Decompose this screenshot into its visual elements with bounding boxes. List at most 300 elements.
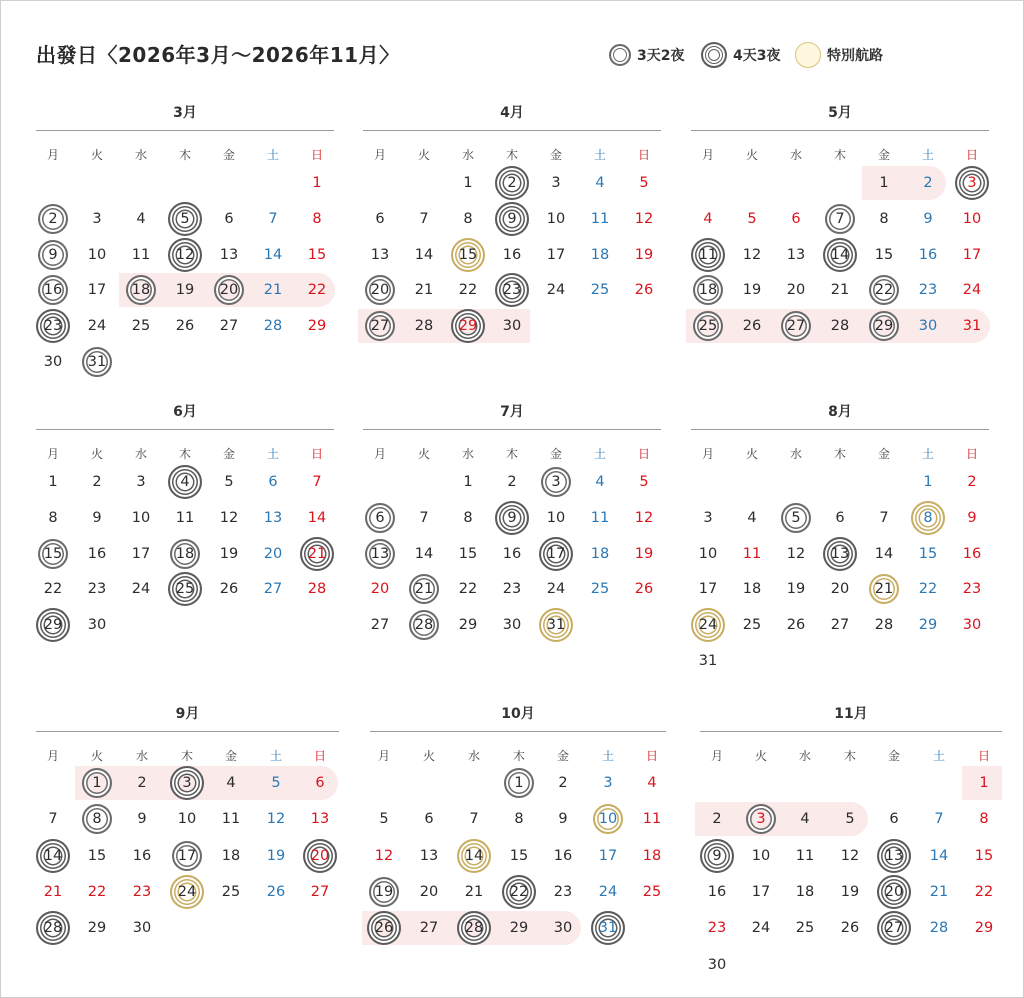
month-title: 7月 bbox=[500, 404, 524, 420]
day-cell[interactable] bbox=[38, 913, 68, 943]
day-cell bbox=[82, 503, 112, 533]
day-number: 12 bbox=[786, 545, 806, 562]
day-number: 29 bbox=[87, 920, 107, 937]
day-cell bbox=[702, 877, 732, 907]
day-cell bbox=[737, 240, 767, 270]
day-cell[interactable] bbox=[746, 804, 776, 834]
day-number: 10 bbox=[546, 210, 566, 227]
day-number: 21 bbox=[263, 282, 283, 299]
day-cell[interactable] bbox=[170, 539, 200, 569]
day-number: 26 bbox=[840, 920, 860, 937]
day-cell[interactable] bbox=[541, 610, 571, 640]
day-cell bbox=[302, 204, 332, 234]
day-cell[interactable] bbox=[38, 275, 68, 305]
day-cell bbox=[409, 503, 439, 533]
day-cell bbox=[127, 841, 157, 871]
day-cell[interactable] bbox=[504, 768, 534, 798]
day-cell bbox=[746, 877, 776, 907]
day-number: 8 bbox=[463, 509, 473, 526]
day-cell[interactable] bbox=[869, 574, 899, 604]
day-cell[interactable] bbox=[504, 877, 534, 907]
day-cell bbox=[913, 610, 943, 640]
day-number: 31 bbox=[962, 318, 982, 335]
day-number: 30 bbox=[87, 617, 107, 634]
day-number: 27 bbox=[263, 581, 283, 598]
day-number: 14 bbox=[43, 847, 63, 864]
day-cell bbox=[585, 275, 615, 305]
day-number: 21 bbox=[414, 282, 434, 299]
day-number: 3 bbox=[551, 175, 561, 191]
day-cell[interactable] bbox=[453, 311, 483, 341]
day-cell[interactable] bbox=[497, 168, 527, 198]
day-number: 13 bbox=[219, 246, 239, 263]
day-cell[interactable] bbox=[879, 913, 909, 943]
day-number: 26 bbox=[742, 318, 762, 335]
weekday-header: 月 bbox=[373, 148, 386, 162]
day-cell bbox=[214, 503, 244, 533]
day-cell bbox=[127, 877, 157, 907]
day-cell bbox=[214, 539, 244, 569]
day-cell bbox=[585, 204, 615, 234]
day-cell bbox=[127, 804, 157, 834]
day-cell[interactable] bbox=[38, 539, 68, 569]
day-cell[interactable] bbox=[593, 804, 623, 834]
day-cell bbox=[835, 913, 865, 943]
day-number: 11 bbox=[175, 509, 195, 526]
day-number: 30 bbox=[962, 617, 982, 634]
day-number: 15 bbox=[458, 246, 478, 263]
month-divider bbox=[691, 429, 989, 430]
day-cell bbox=[869, 204, 899, 234]
day-number: 16 bbox=[918, 246, 938, 263]
day-number: 20 bbox=[370, 581, 390, 598]
day-number: 3 bbox=[967, 175, 977, 191]
day-number: 22 bbox=[458, 282, 478, 299]
day-cell bbox=[216, 804, 246, 834]
day-cell[interactable] bbox=[82, 804, 112, 834]
day-cell bbox=[172, 804, 202, 834]
day-number: 7 bbox=[312, 474, 322, 490]
month-title: 11月 bbox=[834, 706, 868, 722]
day-number: 30 bbox=[502, 318, 522, 335]
day-cell bbox=[38, 503, 68, 533]
day-cell[interactable] bbox=[38, 610, 68, 640]
day-cell bbox=[585, 539, 615, 569]
weekday-header: 金 bbox=[222, 447, 235, 461]
day-number: 10 bbox=[546, 509, 566, 526]
day-cell bbox=[969, 804, 999, 834]
day-number: 24 bbox=[598, 883, 618, 900]
day-number: 30 bbox=[918, 318, 938, 335]
day-cell bbox=[504, 804, 534, 834]
day-number: 27 bbox=[370, 318, 390, 335]
day-number: 16 bbox=[132, 847, 152, 864]
day-number: 20 bbox=[310, 847, 330, 864]
day-number: 2 bbox=[92, 474, 102, 490]
day-number: 7 bbox=[268, 210, 278, 227]
weekday-header: 火 bbox=[745, 148, 758, 162]
day-number: 28 bbox=[830, 318, 850, 335]
day-cell bbox=[585, 503, 615, 533]
day-cell bbox=[216, 841, 246, 871]
month-title: 9月 bbox=[175, 706, 200, 722]
day-number: 28 bbox=[414, 318, 434, 335]
gold-circle-icon bbox=[795, 42, 821, 68]
day-cell bbox=[957, 275, 987, 305]
legend-label: 3天2夜 bbox=[637, 48, 685, 64]
day-number: 25 bbox=[221, 883, 241, 900]
day-cell bbox=[790, 877, 820, 907]
day-number: 29 bbox=[43, 617, 63, 634]
day-number: 10 bbox=[751, 847, 771, 864]
day-cell bbox=[302, 275, 332, 305]
triple-ring-icon bbox=[701, 42, 727, 68]
day-number: 12 bbox=[266, 811, 286, 828]
day-number: 26 bbox=[634, 282, 654, 299]
day-cell[interactable] bbox=[825, 240, 855, 270]
day-cell bbox=[693, 503, 723, 533]
month-9 bbox=[36, 703, 339, 993]
day-cell[interactable] bbox=[365, 275, 395, 305]
day-number: 23 bbox=[707, 920, 727, 937]
day-number: 7 bbox=[879, 509, 889, 526]
day-number: 13 bbox=[884, 847, 904, 864]
day-cell bbox=[214, 311, 244, 341]
day-number: 30 bbox=[132, 920, 152, 937]
day-cell bbox=[82, 877, 112, 907]
day-cell bbox=[216, 768, 246, 798]
day-number: 19 bbox=[266, 847, 286, 864]
day-cell bbox=[82, 610, 112, 640]
weekday-header: 水 bbox=[461, 447, 474, 461]
day-number: 17 bbox=[962, 246, 982, 263]
day-cell bbox=[365, 240, 395, 270]
weekday-header: 土 bbox=[932, 749, 945, 763]
day-number: 13 bbox=[370, 545, 390, 562]
weekday-header: 月 bbox=[373, 447, 386, 461]
day-cell bbox=[869, 168, 899, 198]
day-number: 14 bbox=[414, 246, 434, 263]
day-cell bbox=[409, 311, 439, 341]
weekday-header: 月 bbox=[46, 148, 59, 162]
day-cell bbox=[913, 204, 943, 234]
day-cell[interactable] bbox=[38, 841, 68, 871]
day-cell[interactable] bbox=[781, 503, 811, 533]
day-number: 8 bbox=[979, 811, 989, 828]
day-cell[interactable] bbox=[82, 347, 112, 377]
day-cell[interactable] bbox=[693, 610, 723, 640]
day-cell bbox=[924, 841, 954, 871]
day-cell bbox=[409, 275, 439, 305]
day-number: 2 bbox=[507, 175, 517, 191]
weekday-header: 月 bbox=[701, 447, 714, 461]
day-number: 30 bbox=[502, 617, 522, 634]
day-cell bbox=[453, 503, 483, 533]
day-number: 10 bbox=[87, 246, 107, 263]
day-cell[interactable] bbox=[170, 204, 200, 234]
day-cell bbox=[702, 913, 732, 943]
day-cell[interactable] bbox=[869, 275, 899, 305]
day-cell bbox=[170, 275, 200, 305]
day-cell[interactable] bbox=[781, 311, 811, 341]
day-number: 23 bbox=[553, 883, 573, 900]
weekday-header: 日 bbox=[310, 148, 323, 162]
day-cell bbox=[126, 503, 156, 533]
day-number: 23 bbox=[502, 581, 522, 598]
day-number: 31 bbox=[598, 920, 618, 937]
weekday-header: 金 bbox=[556, 749, 569, 763]
day-cell[interactable] bbox=[957, 168, 987, 198]
day-number: 23 bbox=[132, 883, 152, 900]
day-cell bbox=[969, 877, 999, 907]
day-cell bbox=[825, 503, 855, 533]
day-cell[interactable] bbox=[38, 240, 68, 270]
day-cell[interactable] bbox=[497, 275, 527, 305]
month-divider bbox=[363, 130, 661, 131]
weekday-header: 金 bbox=[224, 749, 237, 763]
day-cell bbox=[302, 311, 332, 341]
day-cell[interactable] bbox=[126, 275, 156, 305]
day-number: 20 bbox=[263, 545, 283, 562]
day-cell bbox=[969, 913, 999, 943]
weekday-header: 木 bbox=[180, 749, 193, 763]
day-cell[interactable] bbox=[82, 768, 112, 798]
day-cell bbox=[593, 768, 623, 798]
day-cell[interactable] bbox=[409, 574, 439, 604]
day-cell bbox=[214, 240, 244, 270]
day-number: 13 bbox=[419, 847, 439, 864]
day-number: 10 bbox=[962, 210, 982, 227]
day-cell bbox=[258, 467, 288, 497]
day-cell[interactable] bbox=[38, 311, 68, 341]
day-number: 1 bbox=[879, 175, 889, 191]
day-cell[interactable] bbox=[702, 841, 732, 871]
day-number: 12 bbox=[219, 509, 239, 526]
day-cell bbox=[924, 913, 954, 943]
day-cell[interactable] bbox=[693, 311, 723, 341]
day-cell bbox=[453, 204, 483, 234]
day-number: 1 bbox=[92, 775, 102, 791]
day-cell bbox=[548, 913, 578, 943]
day-number: 2 bbox=[967, 474, 977, 490]
day-cell bbox=[258, 240, 288, 270]
weekday-header: 金 bbox=[222, 148, 235, 162]
day-number: 12 bbox=[634, 509, 654, 526]
day-number: 27 bbox=[370, 617, 390, 634]
day-number: 28 bbox=[307, 581, 327, 598]
day-number: 4 bbox=[747, 509, 757, 526]
day-cell bbox=[957, 574, 987, 604]
day-number: 26 bbox=[175, 318, 195, 335]
day-cell[interactable] bbox=[693, 240, 723, 270]
day-number: 19 bbox=[742, 282, 762, 299]
weekday-header: 土 bbox=[266, 148, 279, 162]
day-number: 5 bbox=[224, 474, 234, 490]
weekday-header: 火 bbox=[90, 447, 103, 461]
day-cell[interactable] bbox=[170, 467, 200, 497]
day-cell bbox=[737, 311, 767, 341]
month-divider bbox=[700, 731, 1002, 732]
day-number: 12 bbox=[742, 246, 762, 263]
weekday-header: 日 bbox=[313, 749, 326, 763]
day-cell bbox=[261, 804, 291, 834]
day-cell[interactable] bbox=[369, 913, 399, 943]
day-number: 6 bbox=[375, 210, 385, 227]
day-cell[interactable] bbox=[825, 539, 855, 569]
day-cell[interactable] bbox=[879, 841, 909, 871]
weekday-header: 水 bbox=[135, 749, 148, 763]
day-cell[interactable] bbox=[541, 539, 571, 569]
weekday-header: 土 bbox=[269, 749, 282, 763]
day-number: 14 bbox=[307, 509, 327, 526]
day-number: 17 bbox=[751, 883, 771, 900]
day-number: 28 bbox=[464, 920, 484, 937]
day-cell[interactable] bbox=[172, 841, 202, 871]
day-cell[interactable] bbox=[913, 503, 943, 533]
weekday-header: 木 bbox=[178, 447, 191, 461]
day-number: 4 bbox=[595, 474, 605, 490]
day-cell[interactable] bbox=[869, 311, 899, 341]
day-number: 5 bbox=[747, 210, 757, 227]
day-number: 14 bbox=[263, 246, 283, 263]
day-cell bbox=[261, 841, 291, 871]
day-number: 2 bbox=[923, 175, 933, 191]
day-cell[interactable] bbox=[497, 503, 527, 533]
day-number: 17 bbox=[87, 282, 107, 299]
day-number: 21 bbox=[874, 581, 894, 598]
day-cell bbox=[453, 467, 483, 497]
day-number: 25 bbox=[742, 617, 762, 634]
day-cell bbox=[637, 768, 667, 798]
month-title: 10月 bbox=[501, 706, 535, 722]
day-cell bbox=[414, 841, 444, 871]
weekday-header: 月 bbox=[710, 749, 723, 763]
day-number: 20 bbox=[884, 883, 904, 900]
day-number: 27 bbox=[219, 318, 239, 335]
day-cell[interactable] bbox=[459, 841, 489, 871]
day-cell[interactable] bbox=[305, 841, 335, 871]
day-cell[interactable] bbox=[825, 204, 855, 234]
day-cell bbox=[305, 768, 335, 798]
day-cell bbox=[82, 204, 112, 234]
month-divider bbox=[36, 130, 334, 131]
day-cell bbox=[913, 275, 943, 305]
day-cell bbox=[497, 610, 527, 640]
day-number: 18 bbox=[590, 545, 610, 562]
day-number: 19 bbox=[634, 246, 654, 263]
day-cell bbox=[453, 574, 483, 604]
weekday-header: 金 bbox=[877, 148, 890, 162]
day-cell bbox=[82, 574, 112, 604]
day-number: 20 bbox=[830, 581, 850, 598]
day-number: 22 bbox=[918, 581, 938, 598]
day-number: 27 bbox=[830, 617, 850, 634]
day-number: 4 bbox=[647, 775, 657, 791]
day-cell[interactable] bbox=[497, 204, 527, 234]
weekday-header: 土 bbox=[593, 148, 606, 162]
day-number: 30 bbox=[553, 920, 573, 937]
day-number: 31 bbox=[698, 653, 718, 669]
day-cell bbox=[302, 467, 332, 497]
day-cell bbox=[637, 804, 667, 834]
day-cell bbox=[82, 841, 112, 871]
day-number: 26 bbox=[266, 883, 286, 900]
weekday-header: 日 bbox=[637, 148, 650, 162]
day-cell[interactable] bbox=[170, 240, 200, 270]
day-number: 25 bbox=[175, 581, 195, 598]
month-divider bbox=[363, 429, 661, 430]
day-cell bbox=[869, 539, 899, 569]
day-number: 2 bbox=[712, 811, 722, 828]
day-cell bbox=[126, 240, 156, 270]
day-number: 4 bbox=[703, 210, 713, 227]
day-cell[interactable] bbox=[365, 539, 395, 569]
day-number: 7 bbox=[934, 811, 944, 828]
day-cell bbox=[126, 311, 156, 341]
day-number: 8 bbox=[312, 210, 322, 227]
day-cell bbox=[629, 503, 659, 533]
day-cell[interactable] bbox=[214, 275, 244, 305]
day-cell[interactable] bbox=[693, 275, 723, 305]
day-number: 17 bbox=[177, 847, 197, 864]
day-cell[interactable] bbox=[365, 311, 395, 341]
day-cell[interactable] bbox=[172, 768, 202, 798]
day-cell bbox=[825, 574, 855, 604]
day-cell[interactable] bbox=[593, 913, 623, 943]
weekday-header: 金 bbox=[549, 447, 562, 461]
day-cell[interactable] bbox=[409, 610, 439, 640]
day-cell[interactable] bbox=[459, 913, 489, 943]
day-cell[interactable] bbox=[302, 539, 332, 569]
day-cell bbox=[957, 467, 987, 497]
day-cell[interactable] bbox=[365, 503, 395, 533]
day-cell bbox=[957, 204, 987, 234]
weekday-header: 水 bbox=[789, 148, 802, 162]
day-cell bbox=[781, 574, 811, 604]
day-cell[interactable] bbox=[172, 877, 202, 907]
day-number: 12 bbox=[634, 210, 654, 227]
day-number: 4 bbox=[180, 474, 190, 490]
day-number: 22 bbox=[458, 581, 478, 598]
day-cell[interactable] bbox=[879, 877, 909, 907]
day-cell bbox=[702, 950, 732, 980]
day-cell bbox=[781, 275, 811, 305]
day-cell[interactable] bbox=[170, 574, 200, 604]
day-cell bbox=[258, 311, 288, 341]
day-cell bbox=[82, 467, 112, 497]
weekday-header: 日 bbox=[977, 749, 990, 763]
day-cell bbox=[497, 311, 527, 341]
day-number: 15 bbox=[874, 246, 894, 263]
weekday-header: 月 bbox=[377, 749, 390, 763]
day-number: 21 bbox=[929, 883, 949, 900]
day-number: 28 bbox=[263, 318, 283, 335]
day-cell[interactable] bbox=[38, 204, 68, 234]
day-number: 23 bbox=[918, 282, 938, 299]
day-cell bbox=[214, 204, 244, 234]
day-number: 17 bbox=[546, 246, 566, 263]
day-number: 31 bbox=[87, 354, 107, 370]
day-cell[interactable] bbox=[541, 467, 571, 497]
day-cell[interactable] bbox=[369, 877, 399, 907]
day-number: 18 bbox=[742, 581, 762, 598]
day-cell bbox=[790, 913, 820, 943]
day-cell[interactable] bbox=[453, 240, 483, 270]
day-number: 15 bbox=[458, 545, 478, 562]
day-cell bbox=[541, 240, 571, 270]
day-cell bbox=[593, 841, 623, 871]
day-cell bbox=[302, 574, 332, 604]
